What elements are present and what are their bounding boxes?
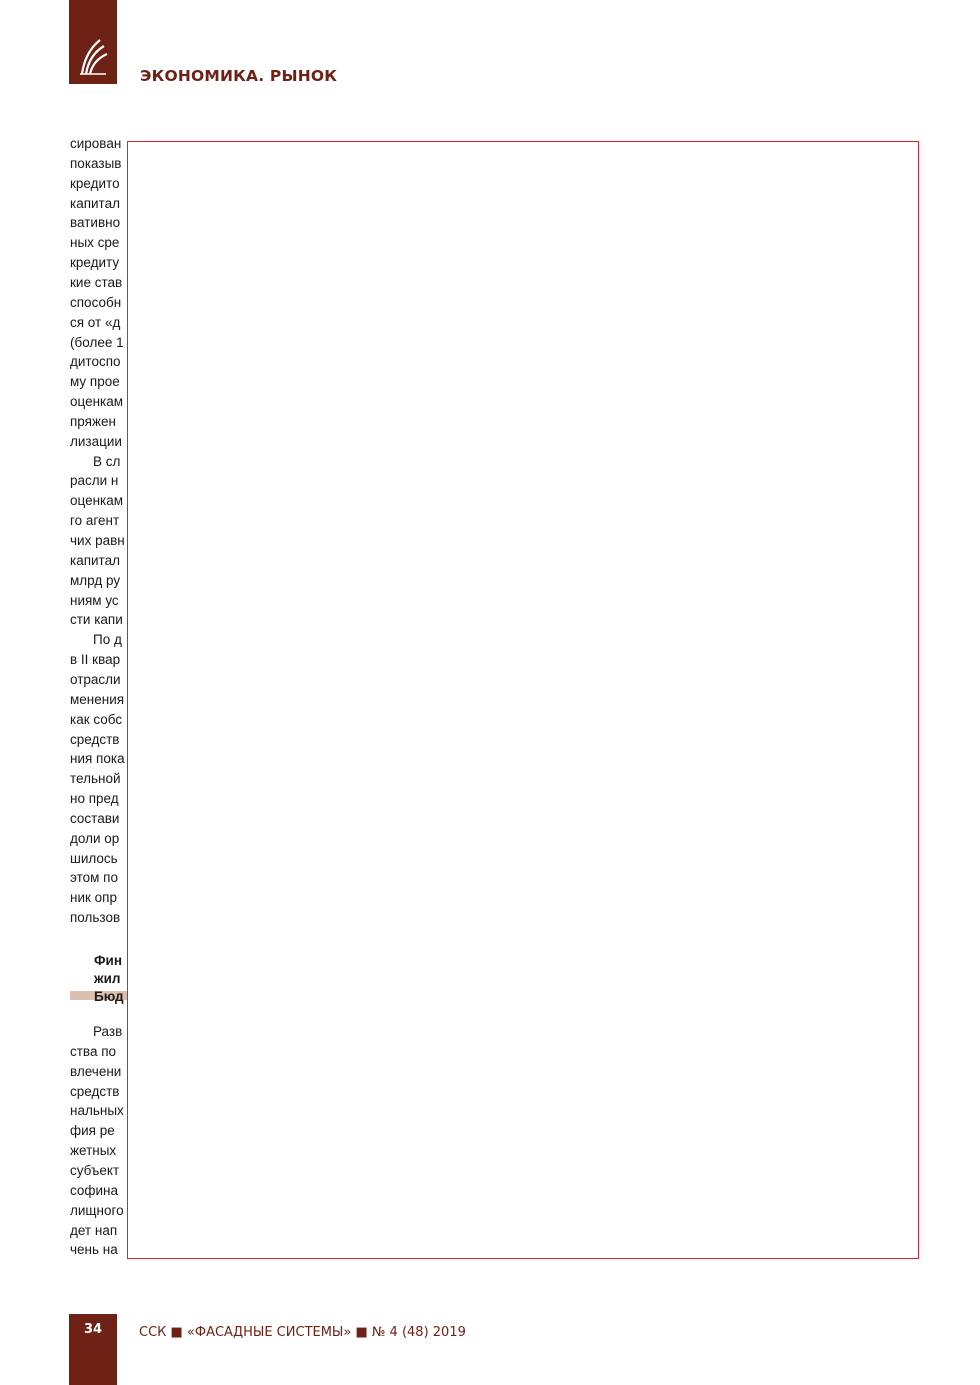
text-line: ства по xyxy=(70,1043,117,1059)
text-line: но пред xyxy=(70,791,119,807)
text-line: софина xyxy=(70,1182,119,1198)
text-line: средств xyxy=(70,731,120,747)
text-line: нальных xyxy=(70,1103,124,1119)
text-line: го агент xyxy=(70,513,120,529)
text-line: фия ре xyxy=(70,1123,115,1139)
page-number: 34 xyxy=(83,1322,103,1337)
subheading-line: Фин xyxy=(94,953,122,968)
text-line: оценкам xyxy=(70,493,124,509)
text-line: кредиту xyxy=(70,255,120,271)
text-line: субъект xyxy=(70,1162,120,1178)
text-line: ных сре xyxy=(70,235,120,251)
text-line: чих равн xyxy=(70,533,125,548)
text-line: Разв xyxy=(93,1024,123,1039)
text-line: в II квар xyxy=(70,652,121,668)
text-line: этом по xyxy=(70,870,118,886)
text-line: способн xyxy=(70,294,122,310)
text-line: тельной xyxy=(70,771,121,787)
text-line: кредито xyxy=(70,175,120,191)
subheading-line: Бюд xyxy=(94,989,124,1004)
text-line: пользов xyxy=(70,910,121,926)
text-line: ниям ус xyxy=(70,592,119,608)
page-number-block xyxy=(69,1314,117,1385)
text-line: менения xyxy=(70,691,125,707)
text-line: состави xyxy=(70,810,120,826)
text-line: По д xyxy=(93,632,122,648)
text-line: ся от «д xyxy=(70,314,121,330)
text-line: лизации xyxy=(70,433,122,449)
text-line: оценкам xyxy=(70,394,124,410)
text-line: средств xyxy=(70,1083,120,1099)
text-line: (более 1 xyxy=(70,334,124,350)
text-line: пряжен xyxy=(70,413,116,429)
text-line: показыв xyxy=(70,155,122,171)
footer-text: ССК ■ «ФАСАДНЫЕ СИСТЕМЫ» ■ № 4 (48) 2019 xyxy=(139,1325,466,1340)
text-line: отрасли xyxy=(70,671,121,687)
text-line: ния пока xyxy=(70,751,125,767)
text-line: чень на xyxy=(70,1242,118,1258)
text-line: капитал xyxy=(70,195,120,211)
text-line: дитоспо xyxy=(70,354,121,370)
text-line: кие став xyxy=(70,274,123,290)
text-line: дет нап xyxy=(70,1222,118,1238)
text-line: доли ор xyxy=(70,830,120,846)
text-line: млрд ру xyxy=(70,572,121,588)
text-line: капитал xyxy=(70,552,120,568)
text-line: расли н xyxy=(70,473,119,489)
text-line: сирован xyxy=(70,136,122,151)
text-line: сти капи xyxy=(70,612,123,628)
text-line: му прое xyxy=(70,374,120,390)
text-line: влечени xyxy=(70,1063,122,1079)
text-line: как собс xyxy=(70,711,123,727)
text-line: жетных xyxy=(70,1143,117,1159)
text-line: вативно xyxy=(70,215,121,231)
text-line: шилось xyxy=(70,850,118,866)
subheading-line: жил xyxy=(94,971,121,986)
text-line: ник опр xyxy=(70,890,117,906)
body-text-column-2 xyxy=(70,0,130,1265)
text-line: лищного xyxy=(70,1202,124,1218)
text-line: В сл xyxy=(93,453,121,469)
section-title: ЭКОНОМИКА. РЫНОК xyxy=(140,67,338,85)
image-placeholder-frame xyxy=(127,141,919,1259)
